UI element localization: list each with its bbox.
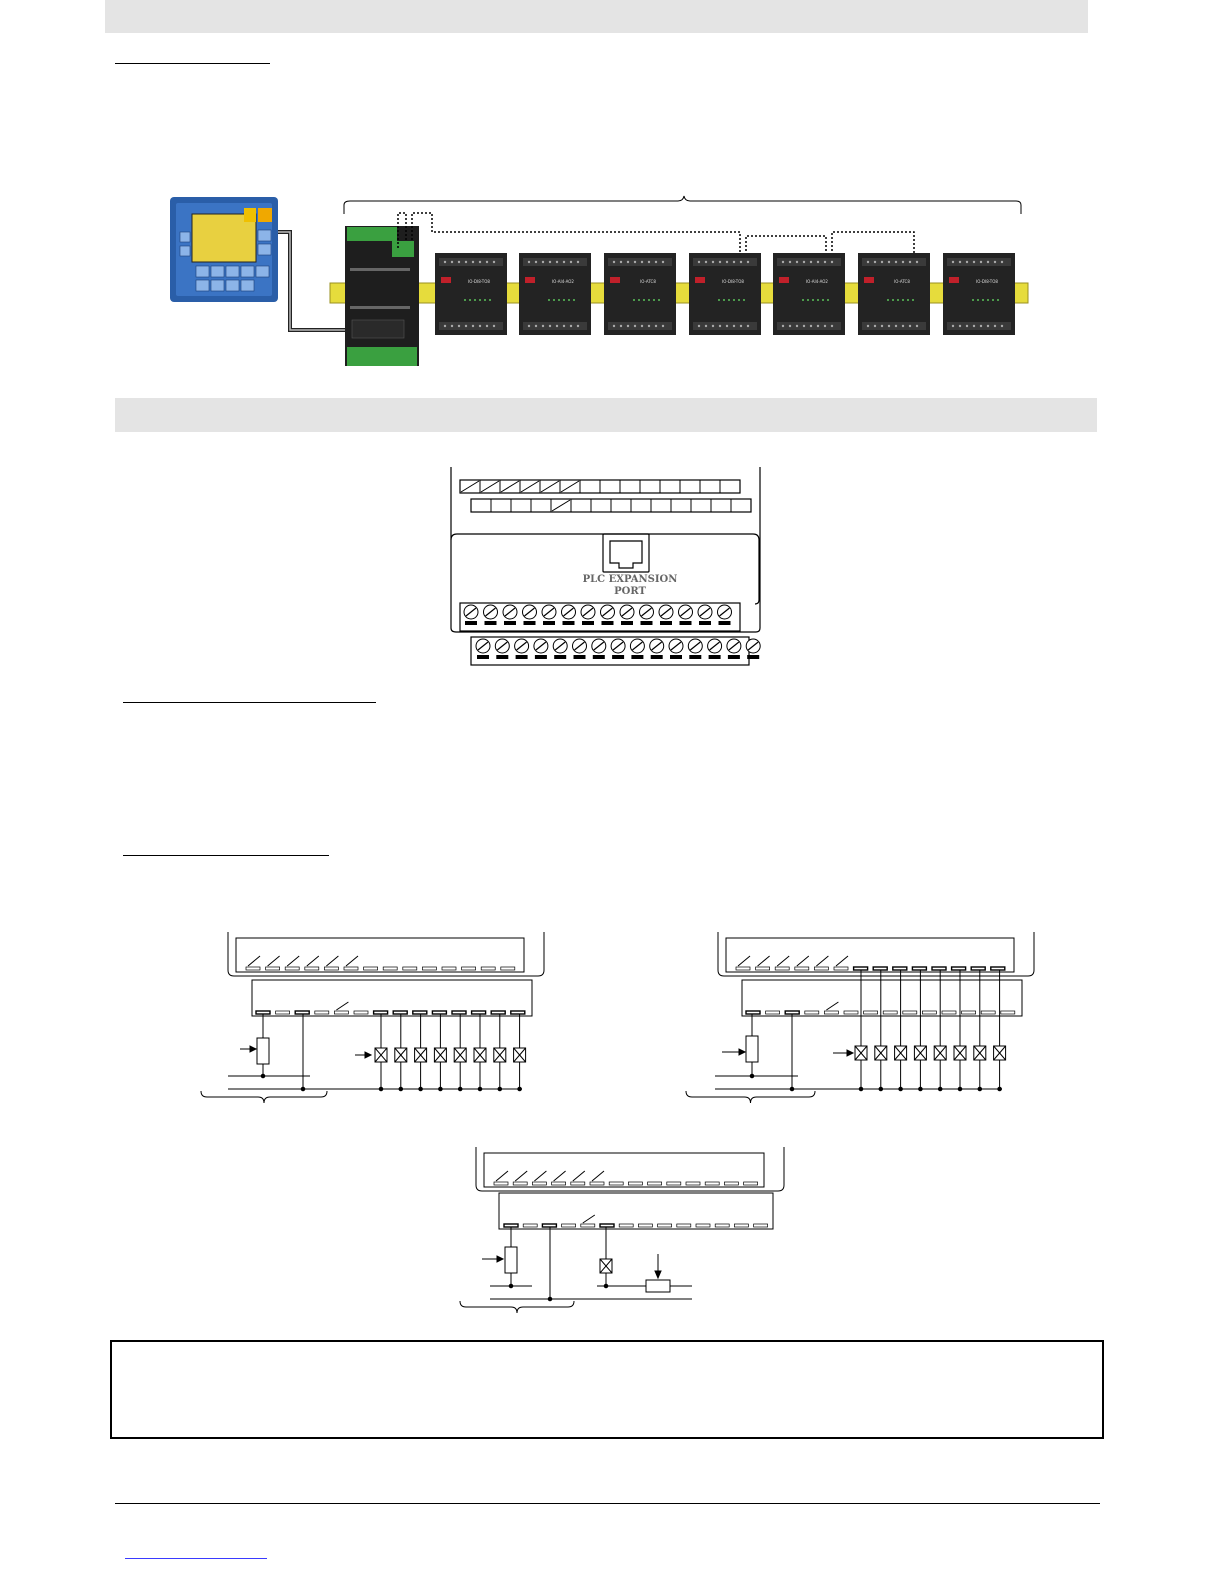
- terminal-screw: [534, 639, 548, 659]
- wiring-diagram: [201, 932, 544, 1103]
- terminal-screw: [503, 605, 517, 625]
- sensor-resistor: [257, 1038, 269, 1064]
- io-module-label: IO-AI4-AO2: [552, 279, 574, 284]
- port-housing: [451, 534, 759, 604]
- fuse: [646, 1280, 670, 1292]
- io-module: [943, 253, 1015, 335]
- modules-bracket: [344, 196, 1021, 214]
- section-heading-underline-2: [123, 702, 376, 703]
- relay-coil: [434, 1048, 446, 1062]
- relay-coil: [875, 1046, 887, 1060]
- terminal-screw: [708, 639, 722, 659]
- terminal-screw: [630, 639, 644, 659]
- terminal-screw: [495, 639, 509, 659]
- relay-coil: [600, 1259, 612, 1273]
- relay-coil: [514, 1048, 526, 1062]
- io-module: [604, 253, 676, 335]
- io-module-label: IO-DI8-TO8: [976, 279, 998, 284]
- relay-coil: [474, 1048, 486, 1062]
- relay-coil: [375, 1048, 387, 1062]
- footer-rule: [115, 1503, 1100, 1504]
- wiring-diagram: [460, 1147, 784, 1313]
- io-module-label: IO-ATC8: [640, 279, 656, 284]
- terminal-screw: [464, 605, 478, 625]
- expansion-system-illustration: [0, 0, 1224, 400]
- terminal-screw: [659, 605, 673, 625]
- terminal-screw: [484, 605, 498, 625]
- io-module: [435, 253, 507, 335]
- terminal-screw: [679, 605, 693, 625]
- terminal-screw: [611, 639, 625, 659]
- middle-section-band: [115, 398, 1097, 432]
- terminal-screw: [746, 639, 760, 659]
- terminal-screw: [573, 639, 587, 659]
- io-module-label: IO-ATC8: [894, 279, 910, 284]
- relay-coil: [974, 1046, 986, 1060]
- terminal-screw: [669, 639, 683, 659]
- relay-coil: [855, 1046, 867, 1060]
- io-module: [519, 253, 591, 335]
- terminal-screw: [592, 639, 606, 659]
- terminal-screw: [581, 605, 595, 625]
- relay-coil: [494, 1048, 506, 1062]
- terminal-screw: [718, 605, 732, 625]
- terminal-screw: [698, 605, 712, 625]
- relay-coil: [415, 1048, 427, 1062]
- relay-coil: [994, 1046, 1006, 1060]
- note-box: [110, 1340, 1104, 1439]
- terminal-screw: [553, 639, 567, 659]
- terminal-screw: [476, 639, 490, 659]
- terminal-screw: [515, 639, 529, 659]
- relay-coil: [954, 1046, 966, 1060]
- terminal-screw: [542, 605, 556, 625]
- io-module-label: IO-DI8-TO8: [468, 279, 490, 284]
- relay-coil: [895, 1046, 907, 1060]
- wiring-diagram: [686, 932, 1034, 1103]
- terminal-screw: [620, 605, 634, 625]
- io-module: [773, 253, 845, 335]
- terminal-screw: [601, 605, 615, 625]
- port-label-line2: PORT: [614, 586, 646, 597]
- port-label-line1: PLC EXPANSION: [582, 574, 678, 585]
- relay-coil: [395, 1048, 407, 1062]
- expansion-adapter-icon: [345, 226, 419, 366]
- sensor-resistor: [505, 1247, 517, 1273]
- terminal-screw: [727, 639, 741, 659]
- relay-coil: [454, 1048, 466, 1062]
- io-module: [858, 253, 930, 335]
- section-heading-underline-3: [123, 855, 329, 856]
- io-module: [689, 253, 761, 335]
- terminal-screw: [688, 639, 702, 659]
- plc-controller-icon: [170, 197, 278, 302]
- io-module-label: IO-AI4-AO2: [806, 279, 828, 284]
- io-module-icon: [435, 253, 1015, 335]
- relay-coil: [914, 1046, 926, 1060]
- terminal-screw: [523, 605, 537, 625]
- terminal-screw: [650, 639, 664, 659]
- terminal-screw: [640, 605, 654, 625]
- sensor-resistor: [746, 1036, 758, 1062]
- terminal-screw: [562, 605, 576, 625]
- footer-link-underline[interactable]: [125, 1558, 267, 1559]
- io-module-label: IO-DI8-TO8: [722, 279, 744, 284]
- relay-coil: [934, 1046, 946, 1060]
